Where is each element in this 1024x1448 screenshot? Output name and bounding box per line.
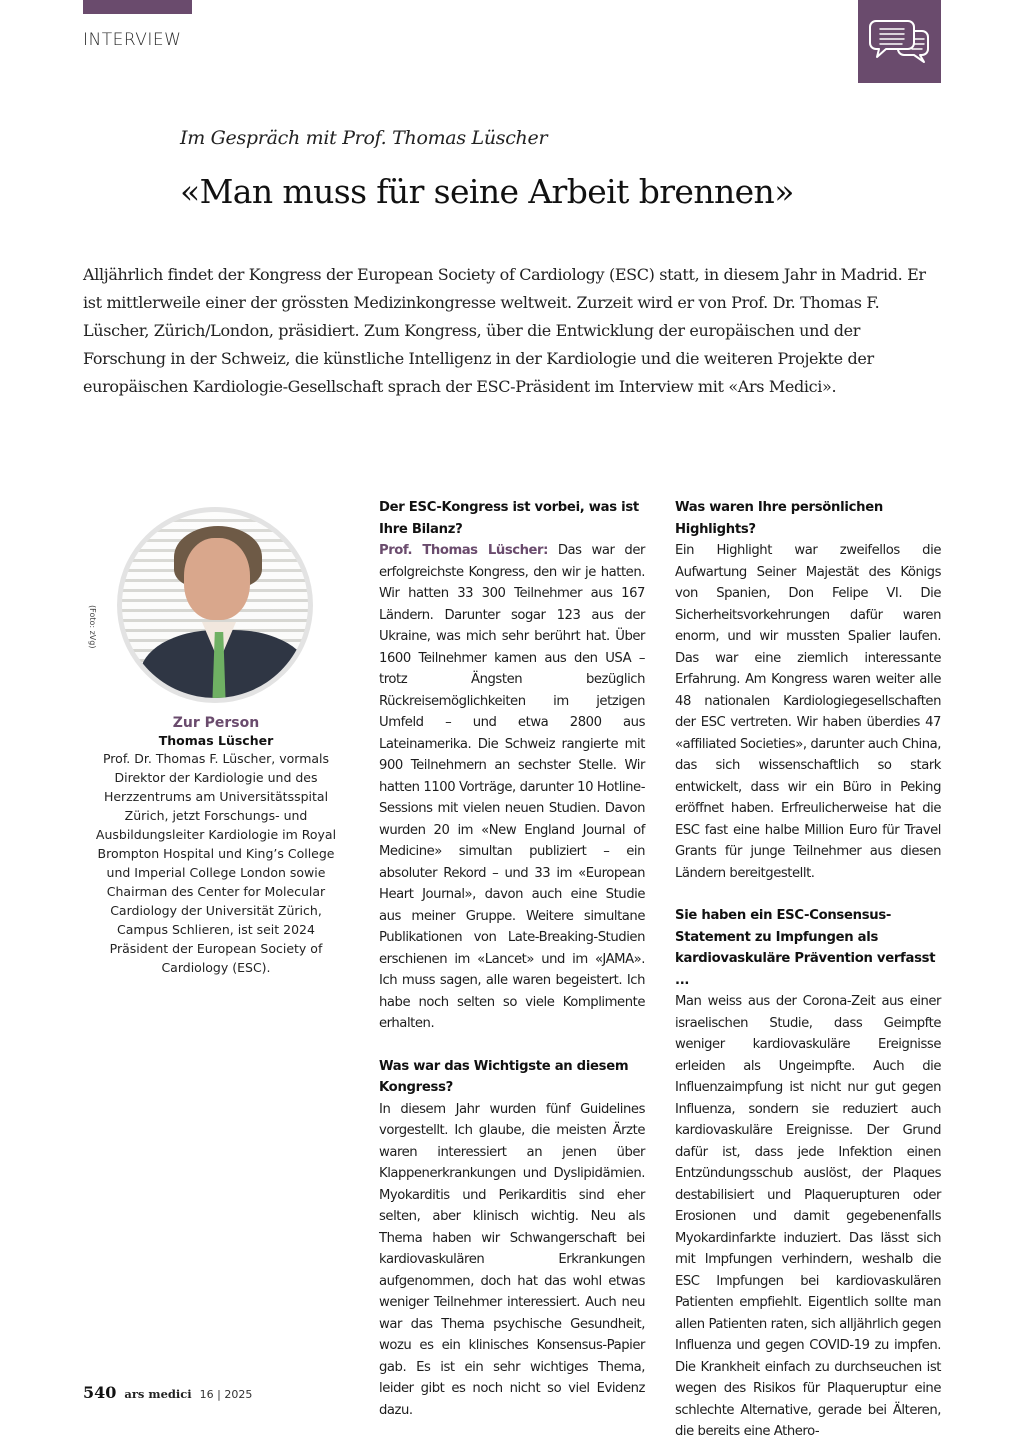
article-headline: «Man muss für seine Arbeit brennen» <box>180 172 794 211</box>
interview-answer <box>379 540 645 1035</box>
article-kicker: Im Gespräch mit Prof. Thomas Lüscher <box>180 127 548 149</box>
qa-block <box>675 497 941 884</box>
answer-text: Das war der erfolgreichste Kongress, den wir je hatten. Wir hatten 33 300 Teilnehmer aus 167 Ländern. Darunter sogar 123 aus der Ukraine, was mich sehr berührt hat. Über 1600 Teilnehmer kamen aus den USA – trotz Ängsten bezüglich Rückreisemöglichkeiten im jetzigen Umfeld – und etwa 2800 aus Lateinamerika. Die Schweiz rangierte mit 900 Teilnehmern an sechster Stelle. Wir hatten 1100 Vorträge, darunter 10 Hotline-Sessions mit vielen neuen Studien. Davon wurden 20 im «New England Journal of Medicine» simultan publiziert – ein absoluter Rekord – und 33 im «European Heart Journal», davon auch eine Studie aus meiner Gruppe. Weitere simultane Publikationen von Late-Breaking-Studien erschienen im «Lancet» und im «JAMA». Ich muss sagen, alle waren begeistert. Ich habe noch selten so viele Komplimente erhalten. <box>379 543 645 1031</box>
interview-answer: Man weiss aus der Corona-Zeit aus einer israelischen Studie, dass Geimpfte weniger kardiovaskuläre Ereignisse erleiden als Ungeimpfte. Auch die Influenzaimpfung ist nicht nur gut gegen Influenza, sondern sie reduziert auch kardiovaskuläre Ereignisse. Der Grund dafür ist, dass jede Infektion einen Entzündungsschub auslöst, der Plaques destabilisiert und Plaquerupturen oder Erosionen und damit gegebenenfalls Myokardinfarkte induziert. Das lässt sich mit Impfungen verhindern, weshalb die ESC Impfungen bei kardiovaskulären Patienten empfiehlt. Eigentlich sollte man allen Patienten raten, sich alljährlich gegen Influenza und gegen COVID-19 zu impfen. Die Krankheit einfach zu durchseuchen ist wegen des Risikos für Plaqueruptur eine schlechte Alternative, gerade bei Älteren, die bereits eine Athero- <box>675 994 941 1439</box>
interview-column-1 <box>379 497 645 1421</box>
section-color-bar <box>83 0 192 14</box>
article-lead: Alljährlich findet der Kongress der European Society of Cardiology (ESC) statt, in diesem Jahr in Madrid. Er ist mittlerweile einer der grössten Medizinkongresse weltweit. Zurzeit wird er von Prof. Dr. Thomas F. Lüscher, Zürich/London, präsidiert. Zum Kongress, über die Entwicklung der europäischen und der Forschung in der Schweiz, die künstliche Intelligenz in der Kardiologie und die weiteren Projekte der europäischen Kardiologie-Gesellschaft sprach der ESC-Präsident im Interview mit «Ars Medici». <box>83 265 926 396</box>
portrait-photo <box>117 507 313 703</box>
person-box-title: Zur Person <box>172 715 260 731</box>
qa-block <box>379 497 645 1035</box>
qa-block <box>379 1056 645 1422</box>
interview-question: Sie haben ein ESC-Consensus-Statement zu Impfungen als kardiovaskuläre Prävention verfasst ... <box>675 908 936 988</box>
qa-block <box>675 905 941 1443</box>
person-sidebar <box>88 505 337 977</box>
person-name: Thomas Lüscher <box>158 733 274 748</box>
interview-answer: Ein Highlight war zweifellos die Aufwartung Seiner Majestät des Königs von Spanien, Don Felipe VI. Die Sicherheitsvorkehrungen dafür waren enorm, und wir mussten Spalier laufen. Das war eine ziemlich interessante Erfahrung. Am Kongress waren weiter alle 48 nationalen Kardiologiegesellschaften der ESC vertreten. Wir haben überdies 47 «affiliated Societies», darunter auch China, das sich wissenschaftlich so stark entwickelt, dass wir ein Büro in Peking eröffnet haben. Erfreulicherweise hat die ESC fast eine halbe Million Euro für Travel Grants für junge Teilnehmer aus diesen Ländern bereitgestellt. <box>675 543 941 881</box>
section-icon-box <box>858 0 941 83</box>
issue-number: 16 | 2025 <box>199 1388 253 1401</box>
portrait-container <box>88 505 337 705</box>
interview-column-2 <box>675 497 941 1443</box>
interview-question: Was war das Wichtigste an diesem Kongress? <box>379 1058 629 1095</box>
speaker-label: Prof. Thomas Lüscher: <box>379 543 548 558</box>
section-label: INTERVIEW <box>83 30 182 50</box>
speech-bubbles-icon <box>868 17 932 67</box>
interview-question: Der ESC-Kongress ist vorbei, was ist Ihre Bilanz? <box>379 500 639 537</box>
interview-question: Was waren Ihre persönlichen Highlights? <box>675 500 883 537</box>
magazine-name: ars medici <box>124 1387 192 1401</box>
person-bio: Prof. Dr. Thomas F. Lüscher, vormals Direktor der Kardiologie und des Herzzentrums am Universitätsspital Zürich, jetzt Forschungs- und Ausbildungsleiter Kardiologie im Royal Brompton Hospital und King’s College und Imperial College London sowie Chairman des Center for Molecular Cardiology der Universität Zürich, Campus Schlieren, ist seit 2024 Präsident der European Society of Cardiology (ESC). <box>95 751 337 975</box>
page-footer <box>83 1383 252 1402</box>
photo-credit: (Foto: zVg) <box>88 605 97 649</box>
interview-answer: In diesem Jahr wurden fünf Guidelines vorgestellt. Ich glaube, die meisten Ärzte waren interessiert an jenen über Klappenerkrankungen und Dyslipidämien. Myokarditis und Perikarditis sind eher selten, aber klinisch wichtig. Neu als Thema haben wir Schwangerschaft bei kardiovaskulären Erkrankungen aufgenommen, doch hat das wohl etwas weniger Teilnehmer interessiert. Auch neu war das Thema psychische Gesundheit, wozu es ein klinisches Konsensus-Papier gab. Es ist ein sehr wichtiges Thema, leider gibt es noch nicht so viel Evidenz dazu. <box>379 1101 645 1418</box>
page-number: 540 <box>83 1383 117 1402</box>
